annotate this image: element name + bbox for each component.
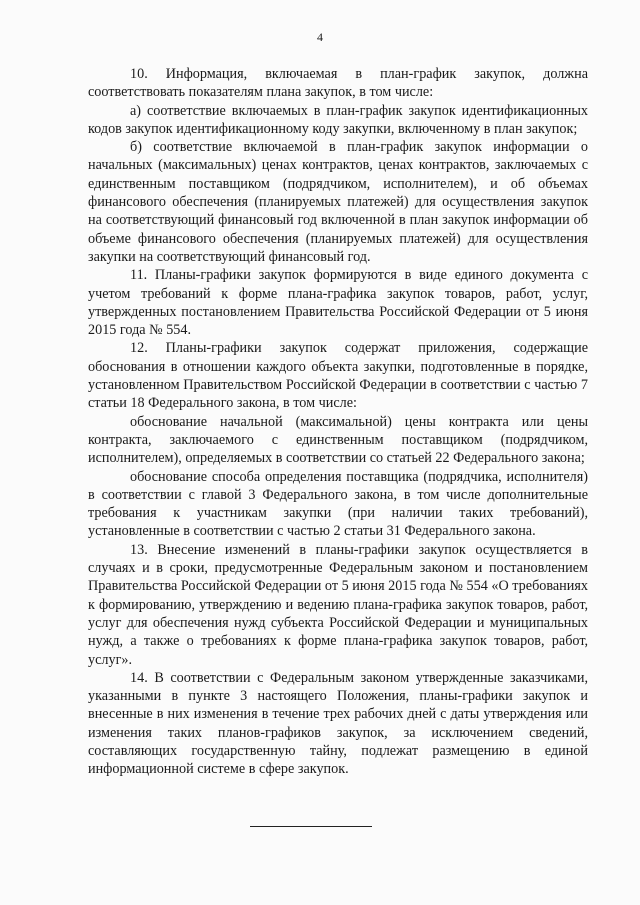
paragraph-14: 14. В соответствии с Федеральным законом утвержденные заказчиками, указанными в пункте 3 настоящего Положения, планы-графики закупок и внесенные в них изменения в течение трех рабочих дней с даты утверждения или изменения таких планов-графиков закупок, за исключением сведений, составляющих государственную тайну, подлежат размещению в единой информационной системе в сфере закупок. <box>88 669 588 778</box>
paragraph-10: 10. Информация, включаемая в план-график закупок, должна соответствовать показателям плана закупок, в том числе: <box>88 66 588 101</box>
document-body <box>88 65 588 779</box>
end-of-document-rule <box>250 826 372 827</box>
paragraph-10a: а) соответствие включаемых в план-график закупок идентификационных кодов закупок идентификационному коду закупки, включенному в план закупок; <box>88 102 588 137</box>
page-number: 4 <box>317 30 323 44</box>
paragraph-12-price-justification: обоснование начальной (максимальной) цены контракта или цены контракта, заключаемого с единственным поставщиком (подрядчиком, исполнителем), определяемых в соответствии со статьей 22 Федерального закона; <box>88 413 588 467</box>
paragraph-12-method-justification: обоснование способа определения поставщика (подрядчика, исполнителя) в соответствии с главой 3 Федерального закона, в том числе дополнительные требования к участникам закупки (при наличии таких требований), установленные в соответствии с частью 2 статьи 31 Федерального закона. <box>88 468 588 540</box>
paragraph-10b: б) соответствие включаемой в план-график закупок информации о начальных (максимальных) ценах контрактов, ценах контрактов, заключаемых с единственным поставщиком (подрядчиком, исполнителем), и об объемах финансового обеспечения (планируемых платежей) для осуществления закупок на соответствующий финансовый год включенной в план закупок информации об объеме финансового обеспечения (планируемых платежей) для осуществления закупки на соответствующий финансовый год. <box>88 139 588 265</box>
paragraph-13: 13. Внесение изменений в планы-графики закупок осуществляется в случаях и в сроки, предусмотренные Федеральным законом и постановлением Правительства Российской Федерации от 5 июня 2015 года № 554 «О требованиях к формированию, утверждению и ведению плана-графика закупок товаров, работ, услуг для обеспечения нужд субъекта Российской Федерации и муниципальных нужд, а также о требованиях к форме плана-графика закупок товаров, работ, услуг». <box>88 541 588 668</box>
paragraph-11: 11. Планы-графики закупок формируются в виде единого документа с учетом требований к форме плана-графика закупок товаров, работ, услуг, утвержденных постановлением Правительства Российской Федерации от 5 июня 2015 года № 554. <box>88 267 588 339</box>
paragraph-12: 12. Планы-графики закупок содержат приложения, содержащие обоснования в отношении каждого объекта закупки, подготовленные в порядке, установленном Правительством Российской Федерации в соответствии с частью 7 статьи 18 Федерального закона, в том числе: <box>88 340 588 412</box>
